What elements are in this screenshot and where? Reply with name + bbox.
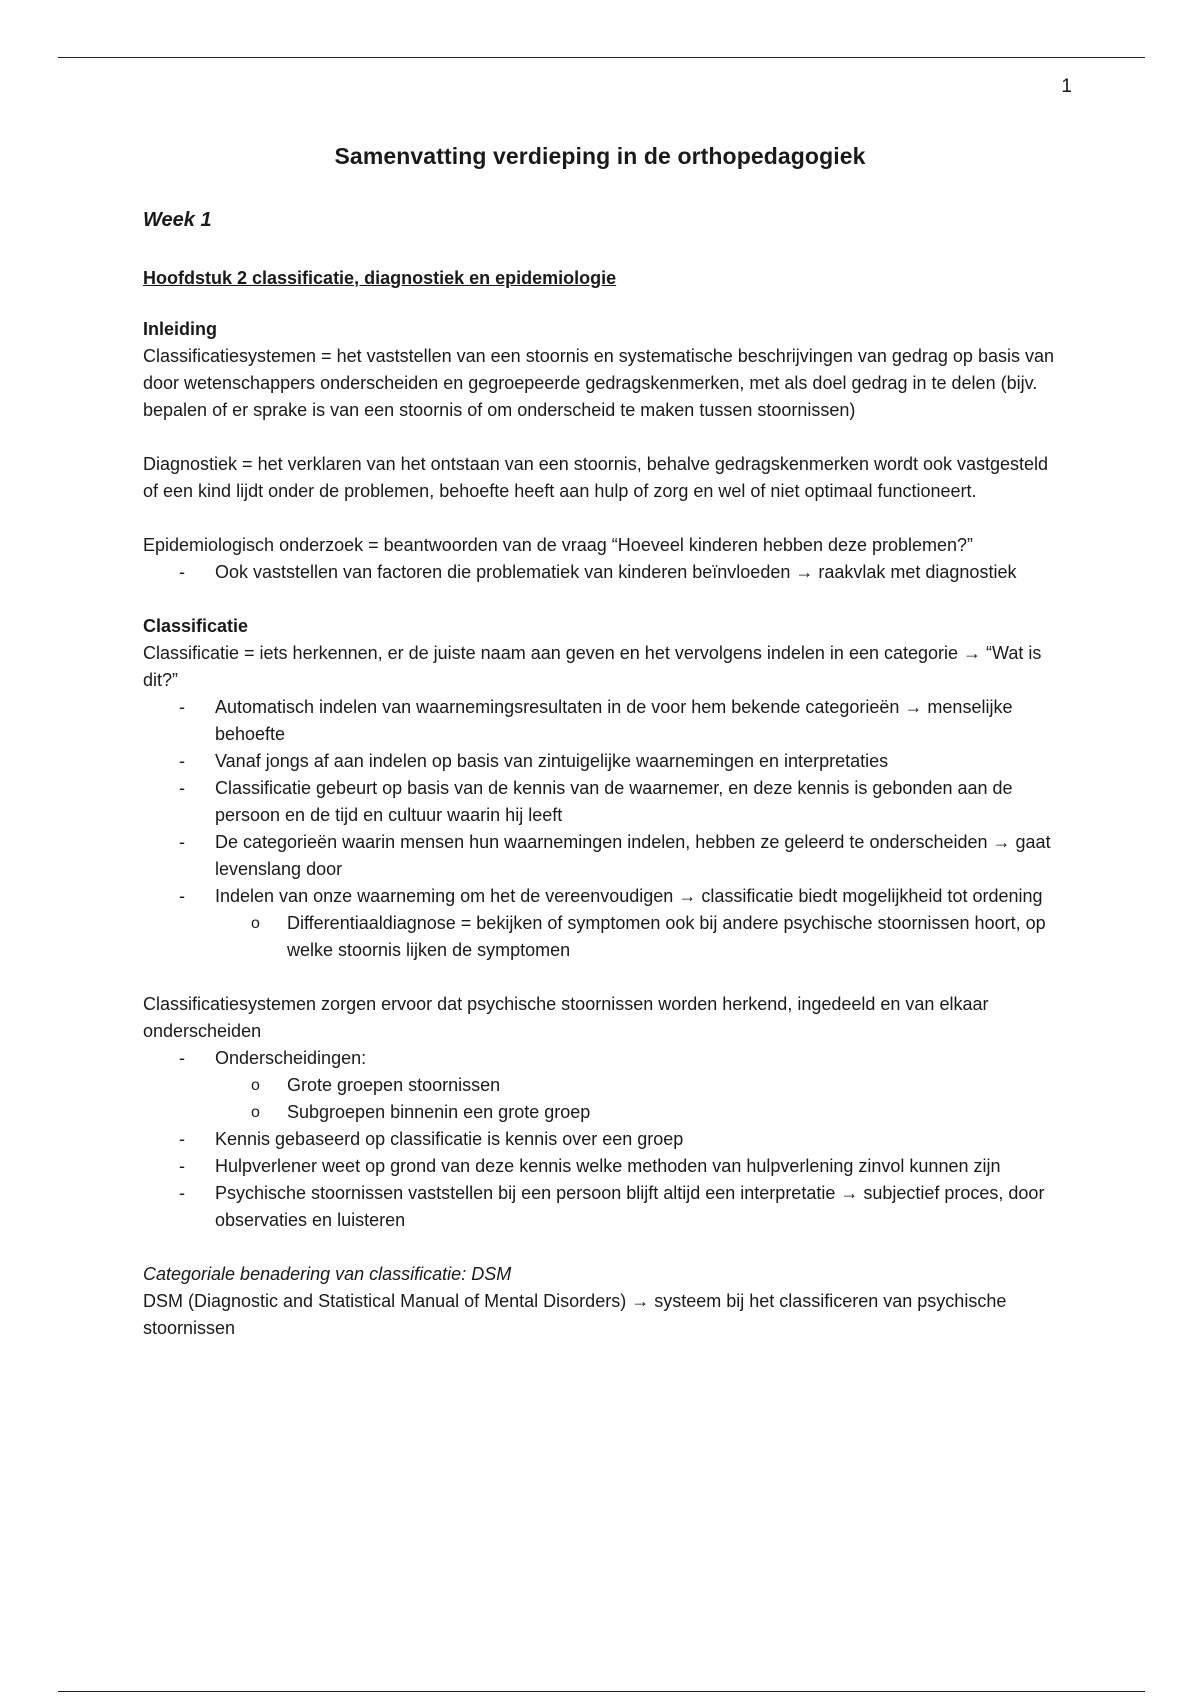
sub-list-item: o Differentiaaldiagnose = bekijken of symptomen ook bij andere psychische stoornissen hoort, op welke stoornis lijken de symptomen (287, 910, 1063, 964)
list-item (215, 883, 1063, 964)
subsection-heading-dsm: Categoriale benadering van classificatie: DSM (143, 1264, 512, 1284)
bullet-list (143, 1045, 1063, 1234)
page-number: 1 (1061, 76, 1072, 97)
list-item: - Automatisch indelen van waarnemingsresultaten in de voor hem bekende categorieën → menselijke behoefte (215, 694, 1063, 748)
sub-list-item: o Grote groepen stoornissen (287, 1072, 1063, 1099)
section-heading-classificatie: Classificatie (143, 616, 249, 636)
list-item: - Kennis gebaseerd op classificatie is kennis over een groep (215, 1126, 1063, 1153)
paragraph-dsm: DSM (Diagnostic and Statistical Manual of Mental Disorders) → systeem bij het classificeren van psychische stoornissen (143, 1291, 1007, 1338)
list-item: - Psychische stoornissen vaststellen bij een persoon blijft altijd een interpretatie → subjectief proces, door observaties en luisteren (215, 1180, 1063, 1234)
header-rule (58, 57, 1145, 58)
list-item: - Hulpverlener weet op grond van deze kennis welke methoden van hulpverlening zinvol kunnen zijn (215, 1153, 1063, 1180)
list-item-text: Onderscheidingen: (215, 1048, 367, 1068)
list-item: - Vanaf jongs af aan indelen op basis van zintuigelijke waarnemingen en interpretaties (215, 748, 1063, 775)
list-item (215, 1045, 1063, 1126)
bullet-list (143, 694, 1063, 964)
sub-bullet-list (215, 910, 1063, 964)
list-item: - De categorieën waarin mensen hun waarnemingen indelen, hebben ze geleerd te onderscheiden → gaat levenslang door (215, 829, 1063, 883)
sub-list-item: o Subgroepen binnenin een grote groep (287, 1099, 1063, 1126)
paragraph-diagnostiek: Diagnostiek = het verklaren van het ontstaan van een stoornis, behalve gedragskenmerken wordt ook vastgesteld of een kind lijdt onder de problemen, behoefte heeft aan hulp of zorg en wel of niet optimaal functioneert. (143, 454, 1049, 501)
paragraph-classificatiesystemen-zorgen: Classificatiesystemen zorgen ervoor dat psychische stoornissen worden herkend, ingedeeld en van elkaar onderscheiden (143, 994, 989, 1041)
list-item: - Classificatie gebeurt op basis van de kennis van de waarnemer, en deze kennis is gebonden aan de persoon en de tijd en cultuur waarin hij leeft (215, 775, 1063, 829)
footer-rule (58, 1691, 1145, 1692)
document-title: Samenvatting verdieping in de orthopedagogiek (334, 143, 866, 169)
paragraph-classificatie-definitie: Classificatie = iets herkennen, er de juiste naam aan geven en het vervolgens indelen in een categorie → “Wat is dit?” (143, 643, 1042, 690)
bullet-list (143, 559, 1063, 586)
list-item: - Ook vaststellen van factoren die problematiek van kinderen beïnvloeden → raakvlak met diagnostiek (215, 559, 1063, 586)
chapter-heading: Hoofdstuk 2 classificatie, diagnostiek en epidemiologie (143, 268, 617, 288)
paragraph-classificatiesystemen: Classificatiesystemen = het vaststellen van een stoornis en systematische beschrijvingen van gedrag op basis van door wetenschappers onderscheiden en gegroepeerde gedragskenmerken, met als doel gedrag in te delen (bijv. bepalen of er sprake is van een stoornis of om onderscheid te maken tussen stoornissen) (143, 346, 1054, 420)
sub-bullet-list (215, 1072, 1063, 1126)
document-body (143, 205, 1063, 1342)
section-heading-inleiding: Inleiding (143, 319, 217, 339)
week-heading: Week 1 (143, 209, 212, 231)
list-item-text: Indelen van onze waarneming om het de vereenvoudigen → classificatie biedt mogelijkheid tot ordening (215, 886, 1043, 906)
paragraph-epidemiologisch: Epidemiologisch onderzoek = beantwoorden van de vraag “Hoeveel kinderen hebben deze problemen?” (143, 535, 974, 555)
